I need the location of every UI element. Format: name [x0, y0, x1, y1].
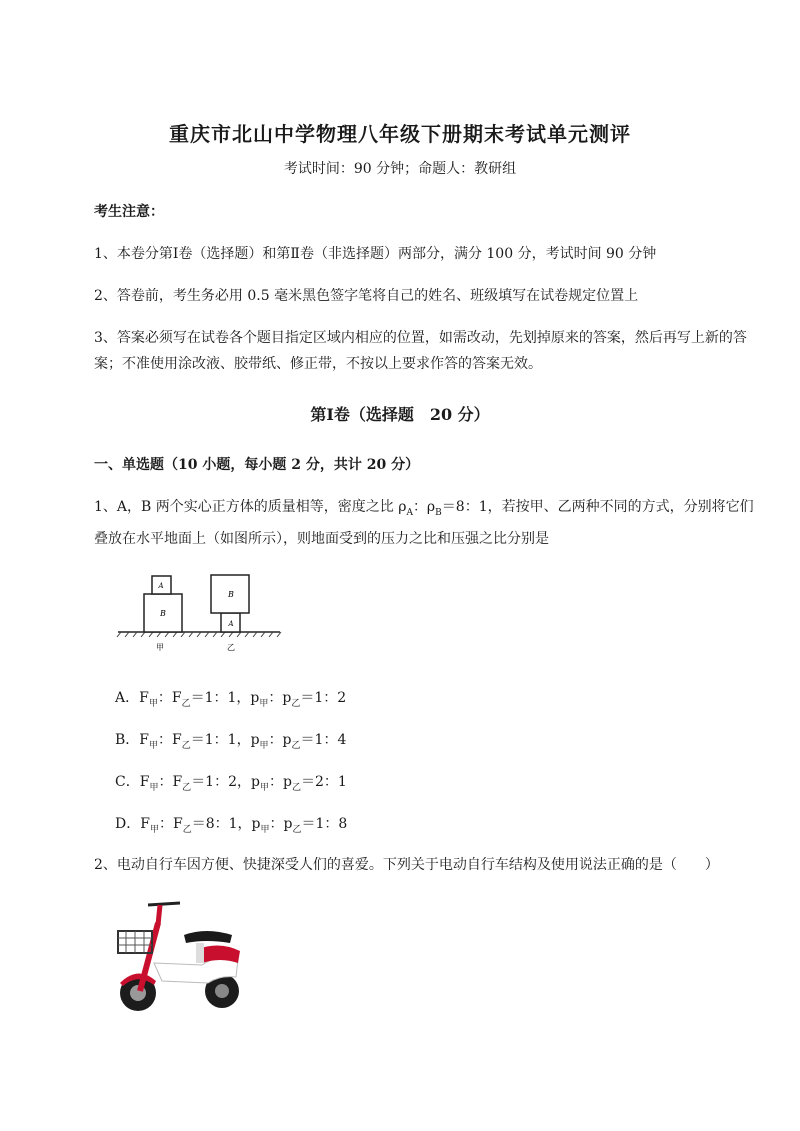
notice-item-1: 1、本卷分第Ⅰ卷（选择题）和第Ⅱ卷（非选择题）两部分，满分 100 分，考试时间 90 分钟 — [94, 246, 657, 262]
label-yi: 乙 — [227, 643, 235, 652]
block-b-jia-label: B — [160, 609, 166, 618]
option-b[interactable]: B．$F_甲$：$F_乙=1$：1，$p_甲$：$p_乙=1$：4 — [115, 732, 347, 751]
block-a-yi-label: A — [228, 620, 234, 628]
block-b-yi-label: B — [228, 590, 234, 599]
notice-heading: 考生注意： — [94, 204, 164, 220]
notice-item-3: 3、答案必须写在试卷各个题目指定区域内相应的位置，如需改动，先划掉原来的答案，然后再写上新的答案；不准使用涂改液、胶带纸、修正带，不按以上要求作答的答案无效。 — [94, 330, 747, 372]
label-jia: 甲 — [156, 643, 164, 652]
section-title: 第Ⅰ卷（选择题 20 分） — [310, 405, 490, 424]
option-d[interactable]: D．$F_甲$：$F_乙=8$：1，$p_甲$：$p_乙=1$：8 — [115, 816, 348, 835]
option-c[interactable]: C．$F_甲$：$F_乙=1$：2，$p_甲$：$p_乙=2$：1 — [115, 774, 347, 793]
electric-scooter-image — [110, 893, 245, 1018]
question-2-stem: 2、电动自行车因方便、快捷深受人们的喜爱。下列关于电动自行车结构及使用说法正确的是（ ） — [94, 857, 719, 873]
notice-item-2: 2、答卷前，考生务必用 0.5 毫米黑色签字笔将自己的姓名、班级填写在试卷规定位置上 — [94, 288, 639, 304]
question-1-figure — [115, 570, 285, 655]
question-1-stem: 1、A，B 两个实心正方体的质量相等，密度之比 $\rho_A$：$\rho_B=8$：1，若按甲、乙两种不同的方式，分别将它们叠放在水平地面上（如图所示），则地面受到的压力之比和压强之比分别是 — [94, 499, 754, 547]
page-title: 重庆市北山中学物理八年级下册期末考试单元测评 — [169, 122, 631, 146]
block-a-jia-label: A — [158, 582, 164, 590]
part-heading: 一、单选题（10 小题，每小题 2 分，共计 20 分） — [94, 457, 420, 473]
option-a[interactable]: A．$F_甲$：$F_乙=1$：1，$p_甲$：$p_乙=1$：2 — [115, 690, 347, 709]
exam-info: 考试时间：90 分钟；命题人：教研组 — [283, 161, 517, 177]
